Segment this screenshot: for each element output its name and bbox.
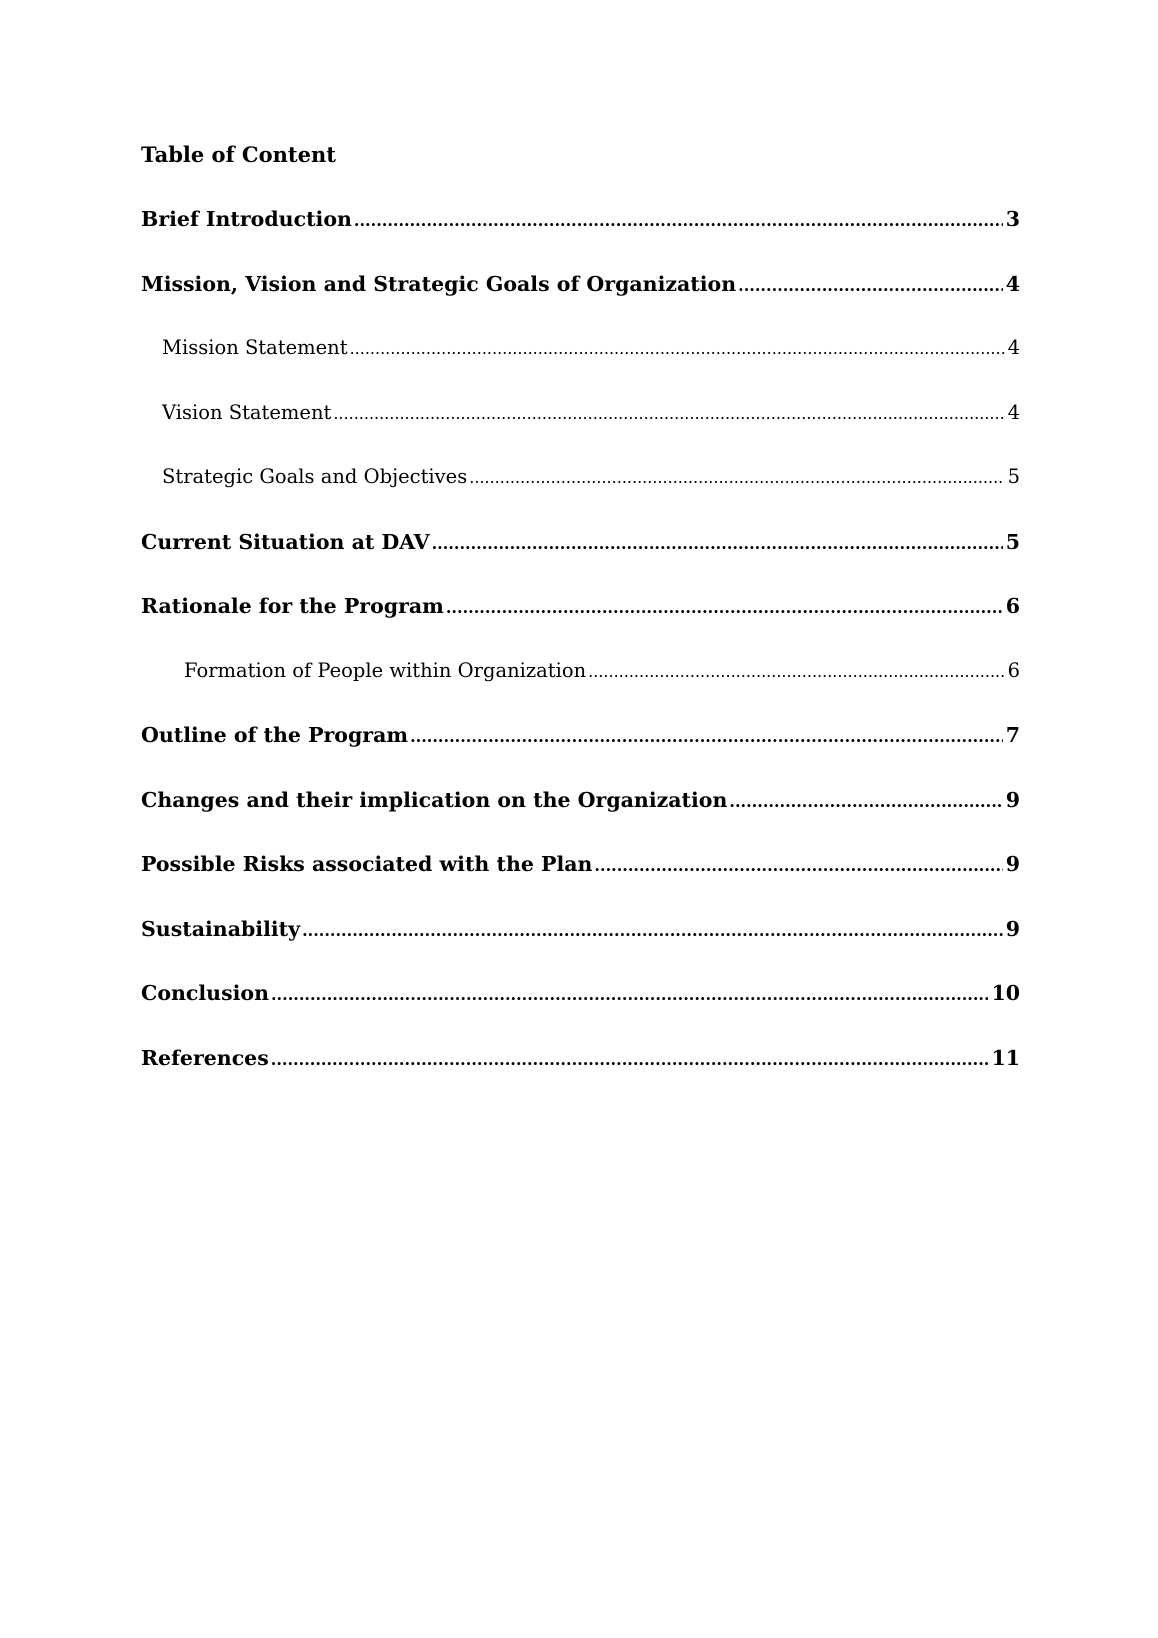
toc-entry-page: 6 <box>1005 594 1020 618</box>
toc-entry-conclusion[interactable] <box>141 977 1020 1042</box>
toc-entry-page: 6 <box>1007 658 1020 682</box>
toc-entry-title: Rationale for the Program <box>141 594 444 618</box>
toc-entry-outline-of-program[interactable] <box>141 719 1020 784</box>
toc-dot-leader <box>271 977 988 1011</box>
toc-entry-mission-vision-goals[interactable] <box>141 268 1020 333</box>
toc-entry-title: Mission, Vision and Strategic Goals of Organization <box>141 271 737 296</box>
toc-dot-leader <box>469 461 1004 494</box>
toc-dot-leader <box>302 913 1003 947</box>
toc-dot-leader <box>588 655 1004 688</box>
toc-entry-brief-introduction[interactable] <box>141 203 1020 268</box>
toc-entry-page: 9 <box>1005 787 1020 812</box>
toc-entry-title: Current Situation at DAV <box>141 529 430 554</box>
toc-entry-page: 11 <box>991 1045 1020 1070</box>
toc-entry-page: 4 <box>1005 271 1020 296</box>
toc-dot-leader <box>410 719 1003 753</box>
toc-dot-leader <box>354 203 1003 237</box>
toc-dot-leader <box>738 268 1003 302</box>
toc-entry-title: Vision Statement <box>162 400 332 424</box>
toc-entry-title: Formation of People within Organization <box>184 658 587 682</box>
toc-heading: Table of Content <box>141 142 336 167</box>
toc-entry-mission-statement[interactable] <box>141 332 1020 397</box>
toc-entry-rationale[interactable] <box>141 590 1020 655</box>
toc-entry-formation-of-people[interactable] <box>141 655 1020 720</box>
toc-dot-leader <box>594 848 1002 882</box>
toc-entry-title: Changes and their implication on the Organization <box>141 787 728 812</box>
toc-entry-references[interactable] <box>141 1042 1020 1107</box>
toc-entry-title: Sustainability <box>141 916 301 941</box>
toc-entry-changes-implication[interactable] <box>141 784 1020 849</box>
toc-entry-title: Outline of the Program <box>141 723 409 747</box>
toc-entry-title: Conclusion <box>141 981 269 1005</box>
toc-entry-title: References <box>141 1045 269 1070</box>
toc-entry-sustainability[interactable] <box>141 913 1020 978</box>
toc-list <box>141 203 1020 1106</box>
toc-dot-leader <box>350 332 1005 365</box>
toc-entry-page: 5 <box>1007 465 1020 488</box>
toc-entry-title: Strategic Goals and Objectives <box>162 465 468 488</box>
toc-entry-vision-statement[interactable] <box>141 397 1020 462</box>
toc-entry-strategic-goals[interactable] <box>141 461 1020 526</box>
toc-dot-leader <box>446 590 1003 624</box>
toc-entry-page: 10 <box>991 981 1020 1005</box>
toc-entry-page: 4 <box>1007 336 1020 359</box>
toc-entry-title: Possible Risks associated with the Plan <box>141 852 593 876</box>
toc-entry-page: 7 <box>1005 723 1020 747</box>
toc-entry-title: Mission Statement <box>162 336 348 359</box>
toc-entry-possible-risks[interactable] <box>141 848 1020 913</box>
toc-entry-page: 9 <box>1005 916 1020 941</box>
toc-entry-page: 3 <box>1005 207 1020 231</box>
toc-entry-title: Brief Introduction <box>141 207 352 231</box>
toc-entry-page: 9 <box>1005 852 1020 876</box>
toc-dot-leader <box>729 784 1002 818</box>
toc-entry-page: 5 <box>1005 529 1020 554</box>
toc-dot-leader <box>271 1042 989 1076</box>
toc-dot-leader <box>432 526 1003 560</box>
toc-dot-leader <box>333 397 1004 430</box>
toc-entry-page: 4 <box>1007 400 1020 424</box>
toc-entry-current-situation[interactable] <box>141 526 1020 591</box>
